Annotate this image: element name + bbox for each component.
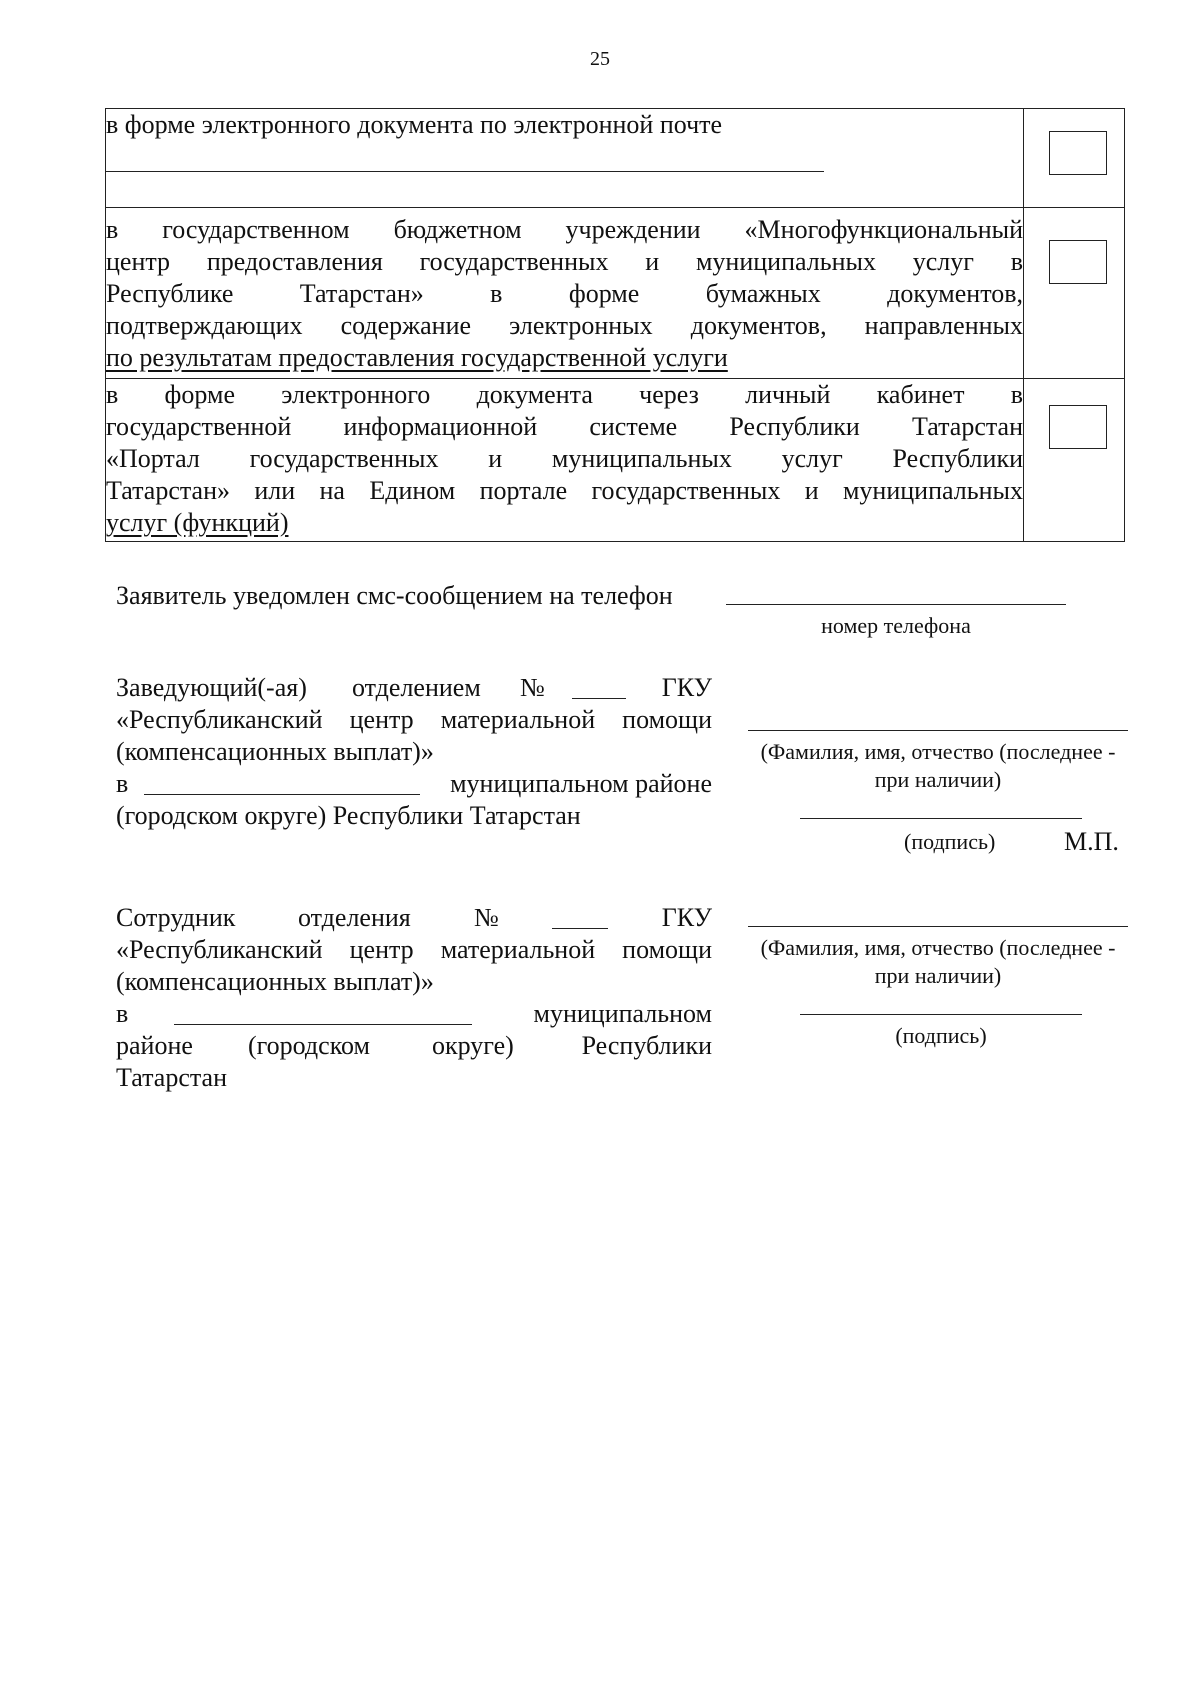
option-portal-checkbox[interactable] bbox=[1049, 405, 1107, 449]
option-email-label: в форме электронного документа по электронной почте bbox=[106, 110, 723, 139]
option-portal-line: «Портал государственных и муниципальных услуг Республики bbox=[106, 444, 1023, 473]
staff-org-line: Татарстан bbox=[116, 1063, 227, 1092]
sms-notice-label: Заявитель уведомлен смс-сообщением на телефон bbox=[116, 581, 673, 610]
staff-org-line: (компенсационных выплат)» bbox=[116, 967, 434, 996]
head-district-tail: муниципальном районе bbox=[450, 769, 712, 798]
phone-number-caption: номер телефона bbox=[821, 613, 971, 638]
head-department-word: отделением bbox=[352, 673, 481, 702]
staff-title-word: Сотрудник bbox=[116, 903, 236, 932]
phone-number-field[interactable] bbox=[726, 604, 1066, 605]
head-org-line: (городском округе) Республики Татарстан bbox=[116, 801, 581, 830]
number-sign: № bbox=[474, 903, 499, 932]
staff-text bbox=[116, 902, 712, 1094]
staff-org-word: Республики bbox=[581, 1031, 712, 1060]
option-mfc-line: в государственном бюджетном учреждении «Многофункциональный bbox=[106, 215, 1023, 244]
gku-word: ГКУ bbox=[661, 673, 712, 702]
staff-district-tail: муниципальном bbox=[533, 999, 712, 1028]
fio-caption-line: при наличии) bbox=[874, 963, 1002, 988]
head-org-line: «Республиканский центр материальной помощи bbox=[116, 705, 712, 734]
gku-word: ГКУ bbox=[661, 903, 712, 932]
option-row-email bbox=[106, 109, 1125, 208]
option-mfc-checkbox[interactable] bbox=[1049, 240, 1107, 284]
head-org-line: (компенсационных выплат)» bbox=[116, 737, 434, 766]
staff-org-line: «Республиканский центр материальной помощи bbox=[116, 935, 712, 964]
head-text bbox=[116, 672, 712, 832]
department-number-field[interactable] bbox=[572, 698, 626, 699]
staff-department-word: отделения bbox=[298, 903, 411, 932]
staff-fio-caption bbox=[740, 934, 1136, 990]
staff-fio-field[interactable] bbox=[748, 926, 1128, 927]
option-portal-line: в форме электронного документа через личный кабинет в bbox=[106, 380, 1023, 409]
option-email-checkbox[interactable] bbox=[1049, 131, 1107, 175]
head-signature-field[interactable] bbox=[800, 818, 1082, 819]
staff-department-number-field[interactable] bbox=[552, 928, 608, 929]
fio-caption-line: при наличии) bbox=[874, 767, 1002, 792]
option-row-portal bbox=[106, 379, 1125, 542]
number-sign: № bbox=[520, 673, 545, 702]
option-portal-line: Татарстан» или на Едином портале государственных и муниципальных bbox=[106, 476, 1023, 505]
option-portal-line: услуг (функций) bbox=[106, 508, 289, 537]
email-fill-line[interactable] bbox=[106, 145, 824, 172]
head-fio-caption bbox=[740, 738, 1136, 794]
head-fio-field[interactable] bbox=[748, 730, 1128, 731]
staff-org-word: (городском bbox=[248, 1031, 370, 1060]
fio-caption-line: (Фамилия, имя, отчество (последнее - bbox=[760, 935, 1116, 960]
staff-municipal-district-field[interactable] bbox=[174, 1024, 472, 1025]
preposition-v: в bbox=[116, 769, 129, 798]
fio-caption-line: (Фамилия, имя, отчество (последнее - bbox=[760, 739, 1116, 764]
head-signature-caption: (подпись) bbox=[904, 829, 996, 854]
stamp-label: М.П. bbox=[1064, 827, 1119, 856]
option-row-mfc bbox=[106, 208, 1125, 379]
preposition-v: в bbox=[116, 999, 129, 1028]
option-portal-line: государственной информационной системе Республики Татарстан bbox=[106, 412, 1023, 441]
municipal-district-field[interactable] bbox=[144, 794, 420, 795]
staff-org-word: округе) bbox=[432, 1031, 514, 1060]
delivery-options-table bbox=[105, 108, 1125, 542]
option-mfc-line: по результатам предоставления государственной услуги bbox=[106, 343, 728, 372]
staff-org-word: районе bbox=[116, 1031, 193, 1060]
option-mfc-line: Республике Татарстан» в форме бумажных документов, bbox=[106, 279, 1023, 308]
page-number: 25 bbox=[590, 48, 610, 70]
staff-signature-caption: (подпись) bbox=[895, 1023, 987, 1048]
head-title-word: Заведующий(-ая) bbox=[116, 673, 307, 702]
option-mfc-line: подтверждающих содержание электронных документов, направленных bbox=[106, 311, 1023, 340]
staff-signature-field[interactable] bbox=[800, 1014, 1082, 1015]
option-mfc-line: центр предоставления государственных и муниципальных услуг в bbox=[106, 247, 1023, 276]
